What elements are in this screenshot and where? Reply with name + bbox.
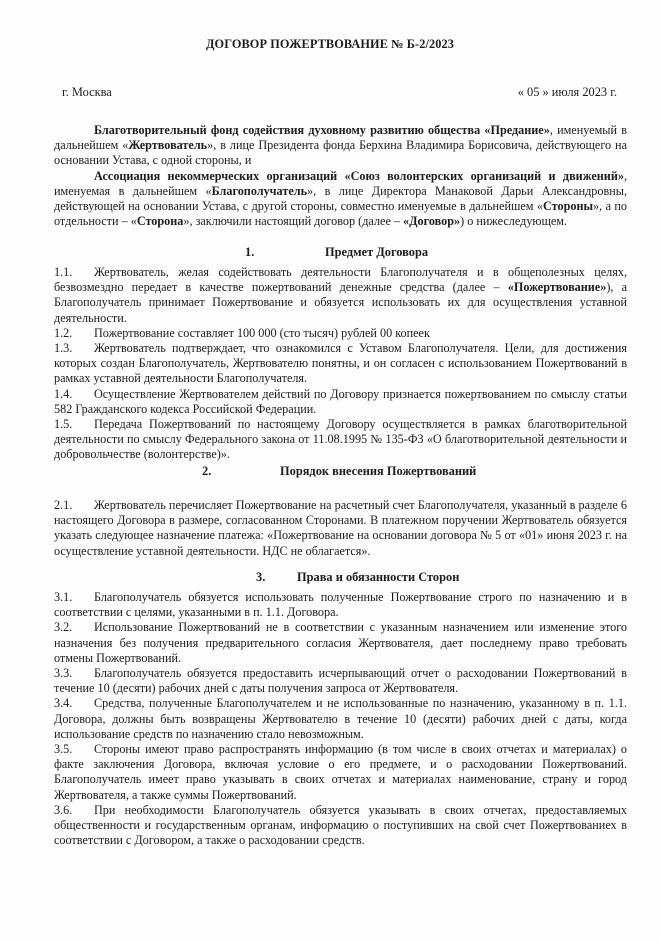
clause-3-4	[54, 696, 627, 742]
clause-text: Пожертвование составляет 100 000 (сто тысяч) рублей 00 копеек	[94, 325, 430, 340]
section-3-body	[54, 590, 627, 848]
preamble-text: , именуемый в дальнейшем «	[54, 123, 627, 153]
clause-number: 3.5.	[54, 742, 73, 757]
preamble-donor	[54, 123, 627, 169]
clause-number: 1.4.	[54, 386, 73, 401]
donor-name: Благотворительный фонд содействия духовному развитию общества «Предание»	[94, 123, 550, 137]
clause-text: Благополучатель обязуется использовать полученные Пожертвование строго по назначению и в соответствии с целями, указанными в п. 1.1. Договора.	[54, 590, 627, 620]
clause-number: 1.2.	[54, 325, 73, 340]
clause-number: 2.1.	[54, 498, 73, 512]
clause-text: Жертвователь, желая содействовать деятельности Благополучателя и в общеполезных целях, безвозмездно передает в качестве пожертвований денежные средства (далее –	[54, 265, 627, 295]
clause-number: 3.4.	[54, 696, 73, 711]
clause-text: Осуществление Жертвователем действий по Договору признается пожертвованием по смыслу статьи 582 Гражданского кодекса Российской Федерации.	[54, 386, 627, 416]
section-number: 2.	[202, 464, 212, 478]
section-title: Предмет Договора	[325, 245, 429, 259]
contract-term: «Договор»	[403, 214, 461, 229]
clause-number: 3.6.	[54, 802, 73, 817]
donor-role: Жертвователь	[128, 138, 208, 153]
clause-text: Благополучатель обязуется предоставить исчерпывающий отчет о расходовании Пожертвований в течение 10 (десяти) рабочих дней с даты получения запроса от Жертвователя.	[54, 666, 627, 696]
clause-number: 3.2.	[54, 620, 73, 635]
clause-text: Стороны имеют право распространять информацию (в том числе в своих отчетах и материалах) о факте заключения Договора, включая условие о его предмете, и о расходовании Пожертвований. Благополучатель имеет право указывать в своих отчетах и материалах наименование, страну и город Жертвователя, а также суммы Пожертвований.	[54, 742, 627, 802]
clause-text: Передача Пожертвований по настоящему Договору осуществляется в рамках благотворительной деятельности по смыслу Федерального закона от 11.08.1995 № 135-ФЗ «О благотворительной деятельности и добровольчестве (волонтерстве)».	[54, 417, 627, 462]
recipient-name: Ассоциация некоммерческих организаций «Союз волонтерских организаций и движений»	[94, 168, 624, 183]
parties-term: Стороны	[543, 199, 594, 214]
clause-number: 1.5.	[54, 417, 73, 432]
section-number: 3.	[256, 570, 266, 584]
clause-text: ), а Благополучатель принимает Пожертвование и обязуется использовать их для осуществления уставной деятельности.	[54, 280, 628, 325]
clause-3-6	[54, 803, 627, 849]
preamble-text: », в лице Президента фонда Берхина Владимира Борисовича, действующего на основании Устава, с одной стороны, и	[54, 138, 627, 168]
preamble-text: », а по отдельности – «	[54, 199, 627, 229]
clause-number: 1.1.	[54, 265, 73, 279]
section-number: 1.	[245, 245, 255, 259]
section-2-body	[54, 498, 627, 559]
party-term: Сторона	[136, 214, 184, 229]
clause-text: При необходимости Благополучатель обязуется указывать в своих отчетах, предоставляемых общественности и государственным органам, информацию о поступивших на свой счет Пожертвованиех в соответствии с Договором, а также о расходовании средств.	[54, 802, 627, 848]
preamble-recipient	[54, 169, 627, 230]
clause-number: 3.3.	[54, 666, 73, 681]
recipient-role: Благополучатель	[211, 183, 308, 198]
clause-3-5	[54, 742, 627, 803]
clause-number: 3.1.	[54, 590, 73, 604]
preamble-text: , именуемая в дальнейшем «	[54, 168, 627, 198]
clause-3-3	[54, 666, 627, 696]
clause-text: Средства, полученные Благополучателем и не использованные по назначению, указанному в п. 1.1. Договора, должны быть возвращены Жертвователю в течение 10 (десяти) рабочих дней с даты, когда использование средств по назначению стало невозможным.	[54, 696, 627, 741]
document-title: ДОГОВОР ПОЖЕРТВОВАНИЕ № Б-2/2023	[205, 37, 454, 51]
clause-1-4	[54, 387, 627, 417]
document-date: « 05 » июля 2023 г.	[517, 85, 617, 99]
clause-number: 1.3.	[54, 341, 73, 356]
clause-1-3	[54, 341, 627, 387]
section-title: Порядок внесения Пожертвований	[280, 464, 477, 478]
clause-text: Использование Пожертвований не в соответствии с указанным назначением или изменение этого назначения без получения предварительного согласия Жертвователя, дает последнему право требовать отмены Пожертвований.	[54, 620, 627, 665]
section-title: Права и обязанности Сторон	[297, 570, 460, 584]
clause-text: Жертвователь подтверждает, что ознакомился с Уставом Благополучателя. Цели, для достижения которых создан Благополучатель, Жертвователю понятны, и он согласен с использованием Пожертвований в рамках уставной деятельности Благополучателя.	[54, 341, 627, 386]
preamble-text: ) о нижеследующем.	[460, 214, 568, 229]
clause-1-2	[54, 326, 627, 341]
clause-3-1	[54, 590, 627, 620]
section-1-body	[54, 265, 627, 463]
clause-1-5	[54, 417, 627, 463]
clause-1-1	[54, 265, 627, 326]
preamble	[54, 123, 627, 229]
clause-2-1	[54, 498, 627, 559]
preamble-text: », в лице Директора Манаковой Дарьи Александровны, действующей на основании Устава, с другой стороны, совместно именуемые в дальнейшем «	[54, 183, 627, 214]
donation-term: «Пожертвование»	[507, 280, 607, 295]
clause-text: Жертвователь перечисляет Пожертвование на расчетный счет Благополучателя, указанный в разделе 6 настоящего Договора в размере, согласованном Сторонами. В платежном поручении Жертвователь обязуется указать следующее назначение платежа: «Пожертвование на основании договора № 5 от «01» июня 2023 г. на осуществление уставной деятельности. НДС не облагается».	[54, 498, 627, 558]
clause-3-2	[54, 620, 627, 666]
preamble-text: », заключили настоящий договор (далее –	[183, 214, 404, 229]
document-place: г. Москва	[62, 85, 112, 99]
